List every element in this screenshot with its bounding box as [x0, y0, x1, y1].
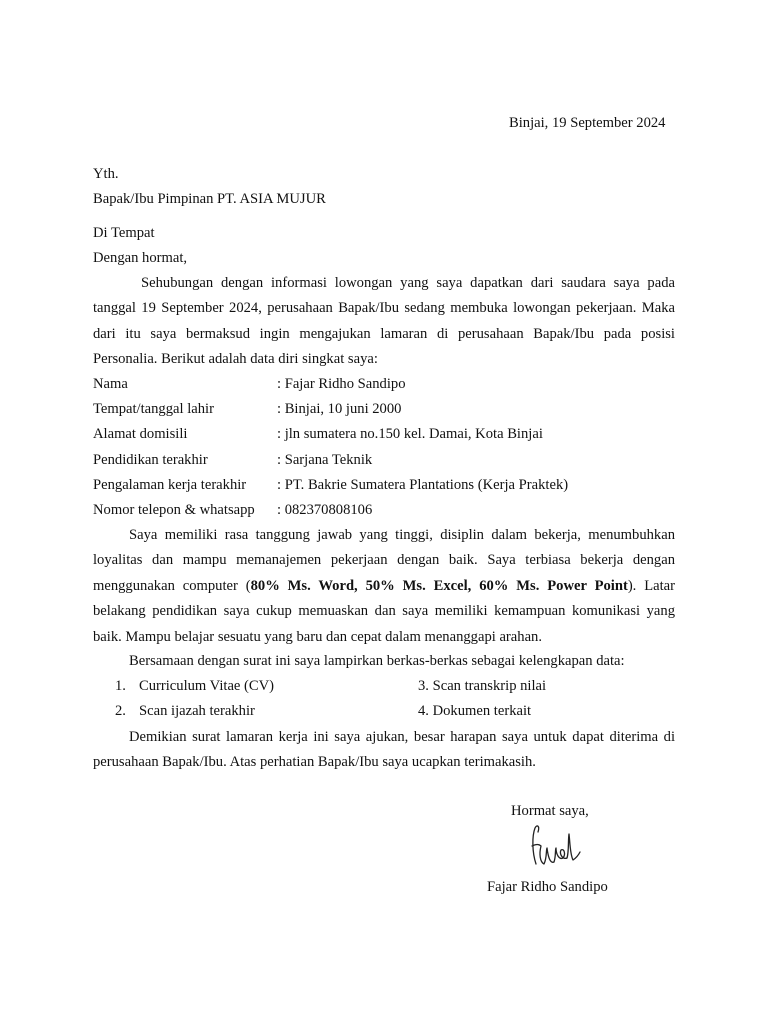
list-item — [93, 699, 653, 724]
list-item-right: 4. Dokumen terkait — [418, 703, 532, 719]
detail-row-experience — [93, 473, 693, 498]
list-item — [93, 674, 653, 699]
detail-label: Nomor telepon & whatsapp — [93, 502, 255, 518]
detail-label: Alamat domisili — [93, 426, 188, 442]
list-item-left: Scan ijazah terakhir — [139, 703, 255, 719]
detail-row-birth — [93, 397, 693, 422]
detail-value: : 082370808106 — [277, 502, 373, 518]
salutation: Dengan hormat, — [93, 250, 188, 266]
recipient-greeting: Yth. — [93, 166, 119, 182]
recipient-place: Di Tempat — [93, 225, 155, 241]
recipient-name: Bapak/Ibu Pimpinan PT. ASIA MUJUR — [93, 191, 326, 207]
signature-image — [526, 822, 582, 870]
list-number: 2. — [115, 703, 126, 719]
detail-row-name — [93, 372, 693, 397]
list-number: 1. — [115, 678, 126, 694]
detail-row-address — [93, 422, 693, 447]
detail-label: Pengalaman kerja terakhir — [93, 477, 247, 493]
sign-off: Hormat saya, — [511, 803, 589, 819]
detail-value: : Sarjana Teknik — [277, 452, 373, 468]
skills-text: Saya memiliki rasa tanggung jawab yang tinggi, disiplin dalam bekerja, menumbuhkan loyalitas dan mampu memanajemen pekerjaan dengan baik. Saya terbiasa bekerja dengan menggunakan computer ( — [93, 527, 675, 594]
detail-value: : Binjai, 10 juni 2000 — [277, 401, 402, 417]
detail-label: Tempat/tanggal lahir — [93, 401, 214, 417]
closing-paragraph: Demikian surat lamaran kerja ini saya ajukan, besar harapan saya untuk dapat diterima di perusahaan Bapak/Ibu. Atas perhatian Bapak/Ibu saya ucapkan terimakasih. — [93, 729, 675, 771]
place-date: Binjai, 19 September 2024 — [509, 115, 666, 131]
attachments-intro: Bersamaan dengan surat ini saya lampirkan berkas-berkas sebagai kelengkapan data: — [129, 653, 625, 669]
list-item-right: 3. Scan transkrip nilai — [418, 678, 547, 694]
detail-label: Pendidikan terakhir — [93, 452, 208, 468]
skills-paragraph — [93, 523, 675, 650]
detail-value: : PT. Bakrie Sumatera Plantations (Kerja Praktek) — [277, 477, 569, 493]
intro-paragraph: Sehubungan dengan informasi lowongan yang saya dapatkan dari saudara saya pada tanggal 19 September 2024, perusahaan Bapak/Ibu sedang membuka lowongan pekerjaan. Maka dari itu saya bermaksud ingin mengajukan lamaran di perusahaan Bapak/Ibu pada posisi Personalia. Berikut adalah data diri singkat saya: — [93, 275, 675, 368]
detail-row-phone — [93, 498, 693, 523]
detail-value: : jln sumatera no.150 kel. Damai, Kota Binjai — [277, 426, 543, 442]
skills-text-after: ). Latar belakang pendidikan saya cukup memuaskan dan saya memiliki kemampuan komunikasi yang baik. Mampu belajar sesuatu yang baru dan cepat dalam menanggapi arahan. — [93, 577, 675, 645]
detail-label: Nama — [93, 376, 128, 392]
skills-computer-bold: 80% Ms. Word, 50% Ms. Excel, 60% Ms. Power Point — [250, 577, 628, 594]
detail-value: : Fajar Ridho Sandipo — [277, 376, 406, 392]
signer-name: Fajar Ridho Sandipo — [487, 879, 608, 895]
detail-row-education — [93, 448, 693, 473]
list-item-left: Curriculum Vitae (CV) — [139, 678, 275, 694]
